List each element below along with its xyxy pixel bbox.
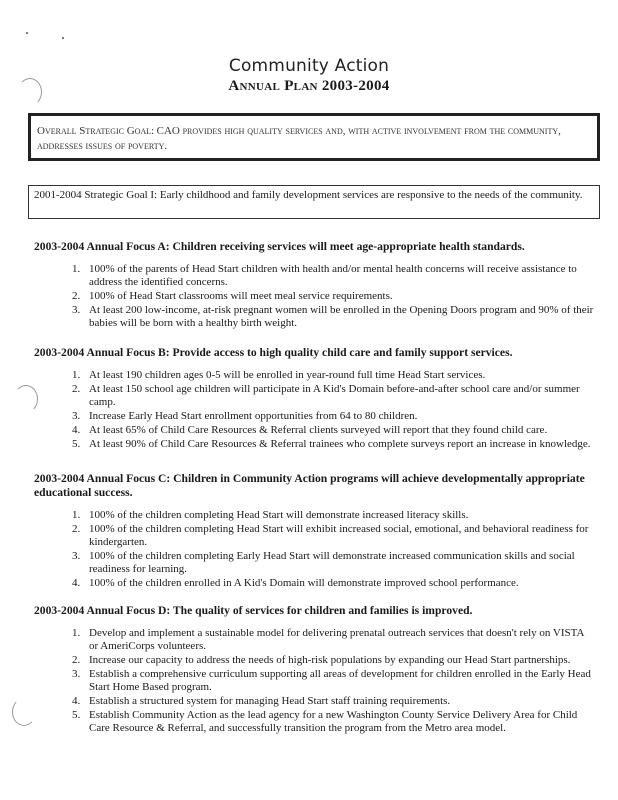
list-item	[34, 695, 594, 708]
list-item	[34, 304, 594, 330]
item-number: 1.	[72, 369, 81, 381]
strategic-goal-text: 2001-2004 Strategic Goal I: Early childhood and family development services are responsive to the needs of the community.	[34, 189, 583, 201]
org-name: Community Action	[228, 56, 390, 76]
focus-section-d	[34, 604, 594, 736]
item-number: 2.	[72, 290, 81, 302]
item-number: 5.	[72, 438, 81, 450]
list-item	[34, 709, 594, 735]
list-item	[34, 424, 594, 437]
list-item	[34, 668, 594, 694]
focus-list	[34, 509, 594, 590]
list-item	[34, 410, 594, 423]
item-number: 2.	[72, 383, 81, 395]
item-text: At least 65% of Child Care Resources & Referral clients surveyed will report that they found child care.	[89, 424, 548, 436]
item-text: At least 90% of Child Care Resources & Referral trainees who complete surveys report an increase in knowledge.	[89, 438, 591, 450]
focus-section-c	[34, 472, 594, 591]
item-text: 100% of the parents of Head Start children with health and/or mental health concerns will receive assistance to address the identified concerns.	[89, 263, 577, 288]
list-item	[34, 369, 594, 382]
item-text: Increase our capacity to address the needs of high-risk populations by expanding our Head Start partnerships.	[89, 654, 571, 666]
list-item	[34, 654, 594, 667]
focus-heading: 2003-2004 Annual Focus B: Provide access to high quality child care and family support services.	[34, 346, 513, 359]
item-text: Establish a comprehensive curriculum supporting all areas of development for children enrolled in the Early Head Start Home Based program.	[89, 668, 591, 693]
item-text: 100% of the children enrolled in A Kid's Domain will demonstrate improved school performance.	[89, 577, 519, 589]
list-item	[34, 627, 594, 653]
focus-list	[34, 369, 594, 451]
item-number: 2.	[72, 523, 81, 535]
list-item	[34, 550, 594, 576]
focus-heading: 2003-2004 Annual Focus C: Children in Community Action programs will achieve developmentally appropriate educational success.	[34, 472, 585, 499]
item-number: 4.	[72, 424, 81, 436]
item-text: 100% of the children completing Head Start will demonstrate increased literacy skills.	[89, 509, 469, 521]
focus-heading: 2003-2004 Annual Focus D: The quality of services for children and families is improved.	[34, 604, 473, 617]
list-item	[34, 509, 594, 522]
item-text: Increase Early Head Start enrollment opportunities from 64 to 80 children.	[89, 410, 418, 422]
focus-list	[34, 627, 594, 735]
item-number: 2.	[72, 654, 81, 666]
item-number: 4.	[72, 577, 81, 589]
item-text: 100% of Head Start classrooms will meet meal service requirements.	[89, 290, 393, 302]
list-item	[34, 438, 594, 451]
item-text: Develop and implement a sustainable model for delivering prenatal outreach services that doesn't rely on VISTA or AmeriCorps volunteers.	[89, 627, 584, 652]
focus-section-a	[34, 240, 594, 331]
item-text: 100% of the children completing Early Head Start will demonstrate increased communication skills and social readiness for learning.	[89, 550, 575, 575]
list-item	[34, 263, 594, 289]
item-number: 1.	[72, 509, 81, 521]
overall-goal-box	[28, 113, 600, 161]
list-item	[34, 290, 594, 303]
focus-heading: 2003-2004 Annual Focus A: Children receiving services will meet age-appropriate health standards.	[34, 240, 525, 253]
scan-mark	[62, 37, 64, 39]
list-item	[34, 383, 594, 409]
item-number: 5.	[72, 709, 81, 721]
item-text: At least 190 children ages 0-5 will be enrolled in year-round full time Head Start services.	[89, 369, 486, 381]
list-item	[34, 577, 594, 590]
item-number: 1.	[72, 263, 81, 275]
focus-list	[34, 263, 594, 330]
item-number: 3.	[72, 550, 81, 562]
item-number: 4.	[72, 695, 81, 707]
item-text: 100% of the children completing Head Start will exhibit increased social, emotional, and behavioral readiness for kindergarten.	[89, 523, 589, 548]
focus-section-b	[34, 346, 594, 452]
overall-goal-text: CAO provides high quality services and, with active involvement from the community, addresses issues of poverty.	[37, 125, 561, 152]
punch-hole-mark	[12, 698, 36, 726]
item-text: Establish a structured system for managing Head Start staff training requirements.	[89, 695, 451, 707]
list-item	[34, 523, 594, 549]
item-text: Establish Community Action as the lead agency for a new Washington County Service Delivery Area for Child Care Resource & Referral, and successfully transition the program from the Metro area model.	[89, 709, 578, 734]
scan-mark	[26, 32, 28, 34]
strategic-goal-box	[28, 185, 600, 219]
item-text: At least 150 school age children will participate in A Kid's Domain before-and-after school care and/or summer camp.	[89, 383, 580, 408]
page-title: Annual Plan 2003-2004	[228, 78, 390, 94]
document-header	[0, 56, 618, 95]
item-number: 3.	[72, 410, 81, 422]
item-text: At least 200 low-income, at-risk pregnant women will be enrolled in the Opening Doors program and 90% of their babies will be born with a healthy birth weight.	[89, 304, 594, 329]
item-number: 3.	[72, 668, 81, 680]
overall-goal-label: Overall Strategic Goal:	[37, 125, 155, 137]
item-number: 1.	[72, 627, 81, 639]
item-number: 3.	[72, 304, 81, 316]
